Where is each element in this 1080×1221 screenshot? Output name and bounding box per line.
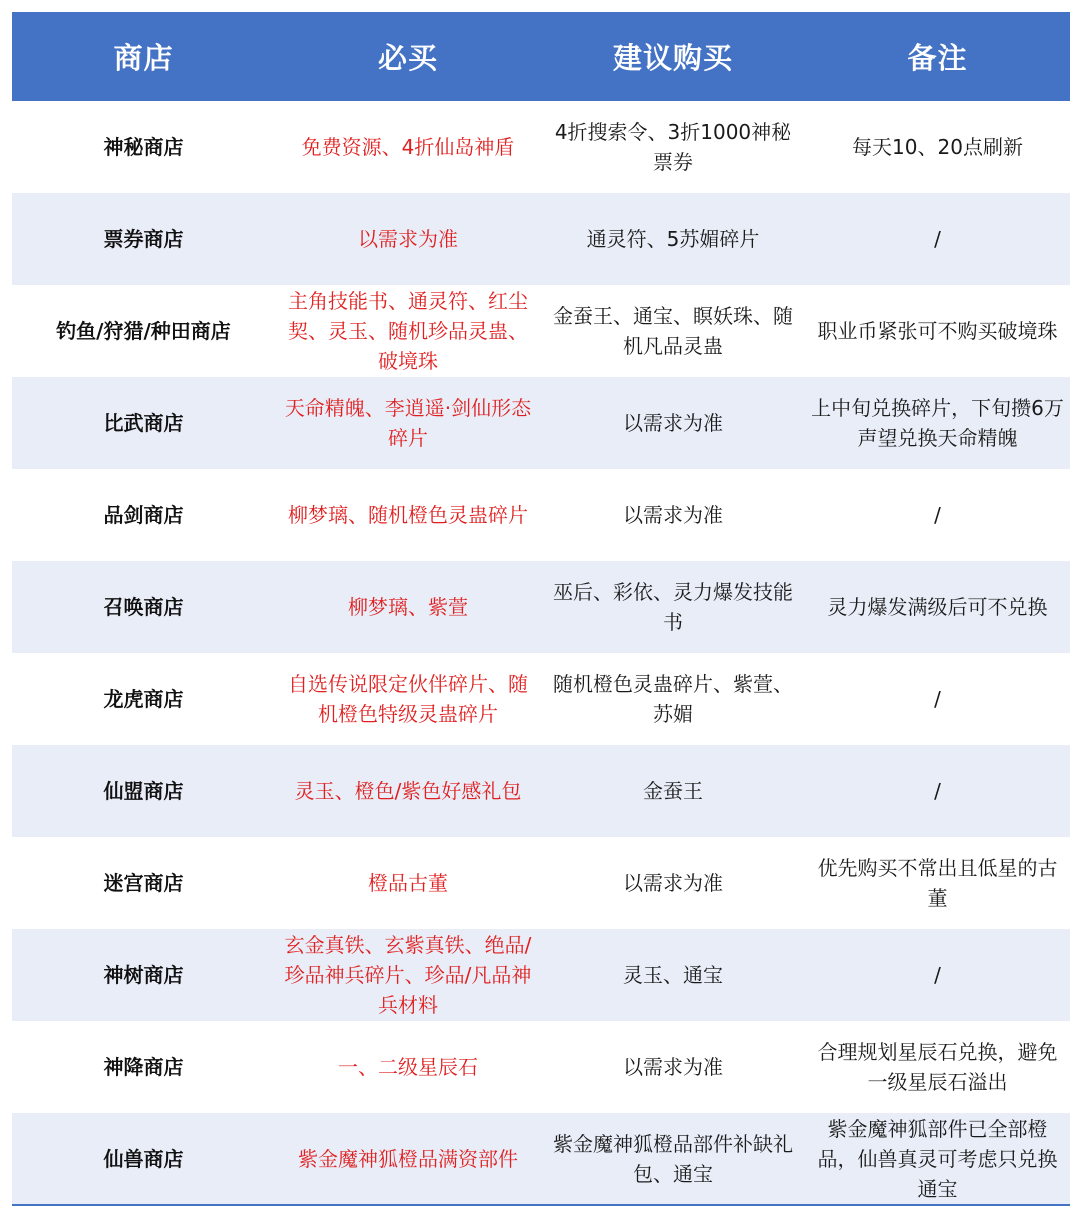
must-buy-cell: 一、二级星辰石 [338, 1055, 478, 1079]
must-buy-cell: 玄金真铁、玄紫真铁、绝品/珍品神兵碎片、珍品/凡品神兵材料 [284, 933, 532, 1017]
shop-name: 仙兽商店 [12, 1113, 275, 1205]
table-body [12, 101, 1070, 1205]
note-cell: 每天10、20点刷新 [852, 135, 1023, 159]
must-buy-cell: 紫金魔神狐橙品满资部件 [275, 1113, 541, 1205]
shop-name: 品剑商店 [103, 503, 184, 527]
table-row [12, 561, 1070, 653]
suggested-buy-cell: 以需求为准 [623, 871, 723, 895]
note-cell: 优先购买不常出且低星的古董 [817, 856, 1058, 910]
must-buy-cell: 以需求为准 [358, 227, 458, 251]
suggested-buy-cell: 金蚕王、通宝、瞑妖珠、随机凡品灵蛊 [553, 304, 793, 358]
note-cell: / [934, 227, 941, 251]
suggested-buy-cell: 以需求为准 [623, 411, 723, 435]
must-buy-cell: 柳梦璃、随机橙色灵蛊碎片 [288, 503, 528, 527]
shop-name: 神树商店 [103, 963, 184, 987]
suggested-buy-cell: 金蚕王 [643, 779, 703, 803]
table-row [12, 929, 1070, 1021]
header-note: 备注 [907, 41, 968, 75]
table-row [12, 101, 1070, 193]
suggested-buy-cell: 随机橙色灵蛊碎片、紫萱、苏媚 [553, 672, 793, 726]
note-cell: 灵力爆发满级后可不兑换 [827, 595, 1048, 619]
suggested-buy-cell: 4折搜索令、3折1000神秘票券 [554, 120, 792, 174]
shop-name: 仙盟商店 [103, 779, 184, 803]
table-row [12, 745, 1070, 837]
header-suggested-buy: 建议购买 [612, 41, 733, 75]
must-buy-cell: 橙品古董 [368, 871, 448, 895]
note-cell: / [934, 503, 941, 527]
shop-name: 比武商店 [103, 411, 184, 435]
must-buy-cell: 自选传说限定伙伴碎片、随机橙色特级灵蛊碎片 [288, 672, 528, 726]
note-cell: / [934, 963, 941, 987]
must-buy-cell: 天命精魄、李逍遥·剑仙形态碎片 [284, 396, 532, 450]
suggested-buy-cell: 以需求为准 [623, 503, 723, 527]
note-cell: 职业币紧张可不购买破境珠 [817, 319, 1058, 343]
table-row [12, 285, 1070, 377]
shop-name: 神降商店 [103, 1055, 184, 1079]
suggested-buy-cell: 灵玉、通宝 [623, 963, 723, 987]
note-cell: / [934, 779, 941, 803]
suggested-buy-cell: 紫金魔神狐橙品部件补缺礼包、通宝 [541, 1113, 805, 1205]
header-row [12, 12, 1070, 101]
table-row [12, 193, 1070, 285]
table-row [12, 1021, 1070, 1113]
shop-table [12, 12, 1070, 1206]
must-buy-cell: 柳梦璃、紫萱 [348, 595, 468, 619]
shop-name: 神秘商店 [103, 135, 184, 159]
shop-name: 龙虎商店 [103, 687, 184, 711]
shop-name: 迷宫商店 [103, 871, 184, 895]
shop-name: 票券商店 [103, 227, 184, 251]
table-row [12, 653, 1070, 745]
must-buy-cell: 主角技能书、通灵符、红尘契、灵玉、随机珍品灵蛊、破境珠 [288, 289, 528, 373]
table-row [12, 469, 1070, 561]
header-shop: 商店 [113, 41, 174, 75]
note-cell: 上中旬兑换碎片，下旬攒6万声望兑换天命精魄 [811, 396, 1064, 450]
note-cell: 紫金魔神狐部件已全部橙品，仙兽真灵可考虑只兑换通宝 [805, 1113, 1070, 1205]
header-must-buy: 必买 [377, 41, 438, 75]
table-row [12, 837, 1070, 929]
table-header [12, 12, 1070, 101]
shop-name: 召唤商店 [103, 595, 184, 619]
suggested-buy-cell: 通灵符、5苏媚碎片 [586, 227, 760, 251]
must-buy-cell: 免费资源、4折仙岛神盾 [301, 135, 515, 159]
suggested-buy-cell: 巫后、彩依、灵力爆发技能书 [553, 580, 793, 634]
shop-name: 钓鱼/狩猎/种田商店 [56, 319, 231, 343]
table-row [12, 377, 1070, 469]
table-row [12, 1113, 1070, 1205]
must-buy-cell: 灵玉、橙色/紫色好感礼包 [294, 779, 522, 803]
note-cell: 合理规划星辰石兑换，避免一级星辰石溢出 [817, 1040, 1058, 1094]
suggested-buy-cell: 以需求为准 [623, 1055, 723, 1079]
note-cell: / [934, 687, 941, 711]
